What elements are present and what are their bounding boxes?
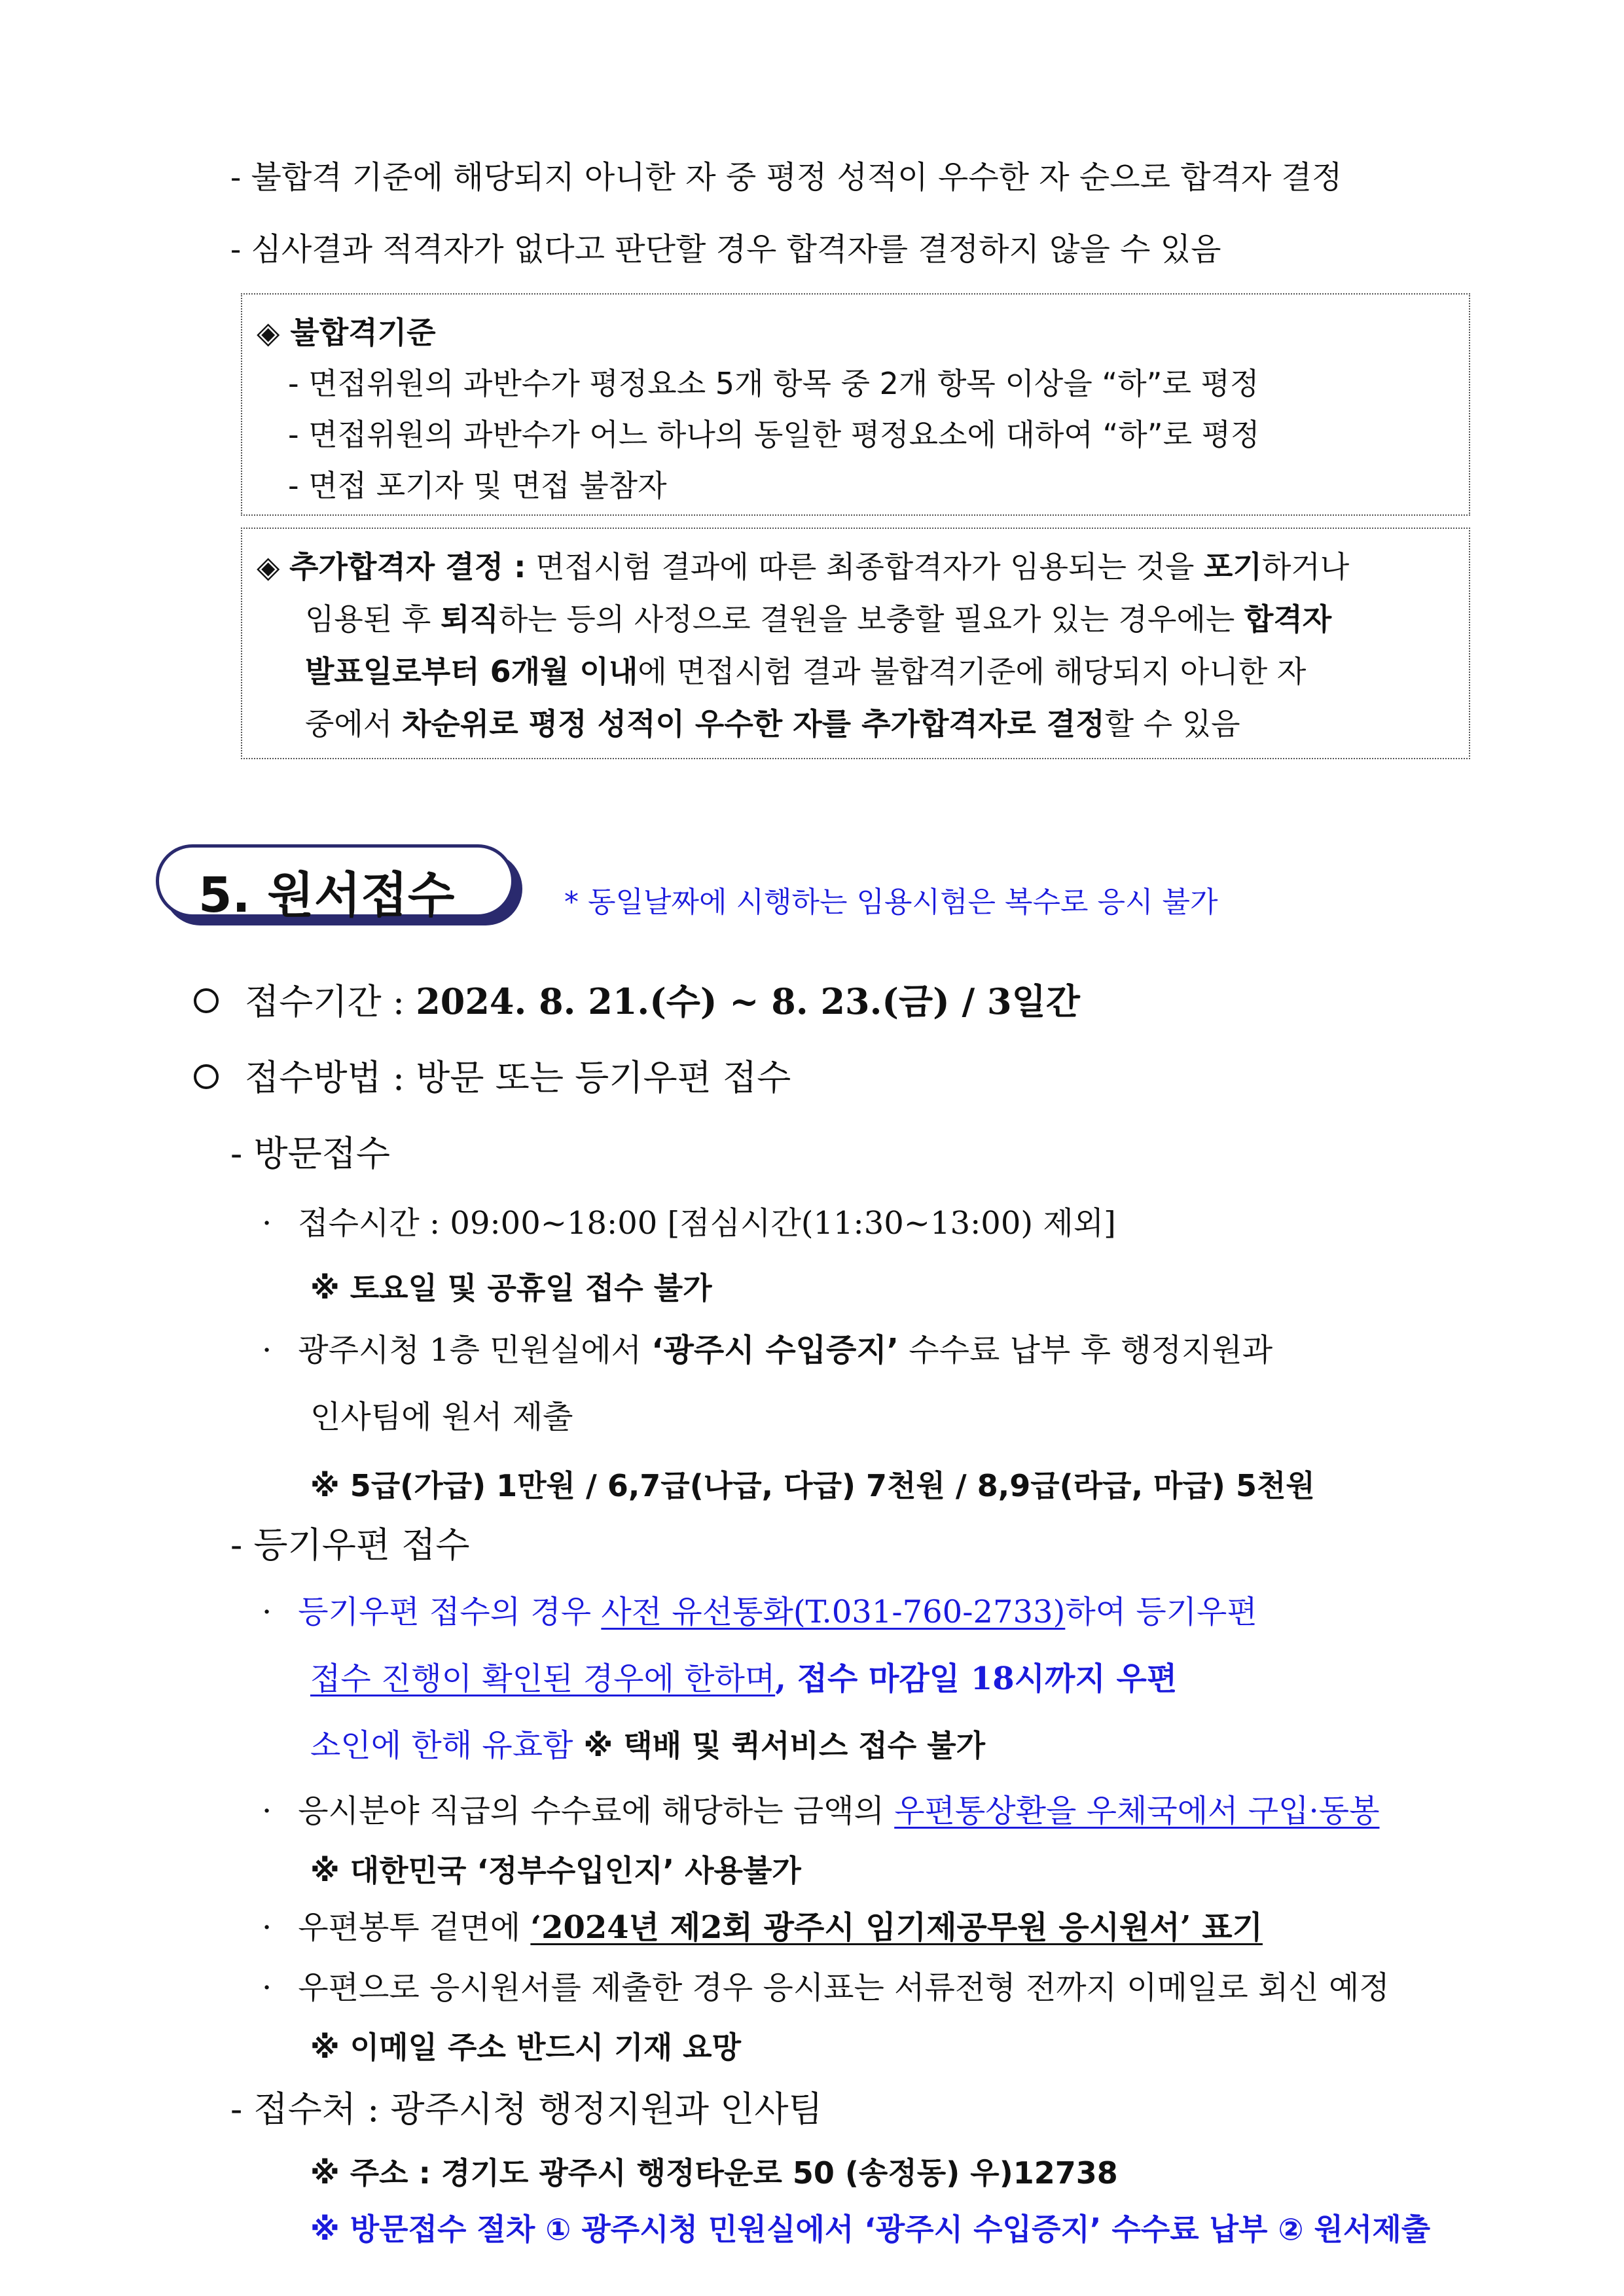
- visit-time-note: ※ 토요일 및 공휴일 접수 불가: [310, 1270, 712, 1306]
- diamond-icon: ◈: [257, 549, 280, 584]
- visit-payment-cont: 인사팀에 원서 제출: [310, 1399, 573, 1435]
- fail-criteria-box: [241, 293, 1470, 516]
- mail-fee-note: ※ 대한민국 ‘정부수입인지’ 사용불가: [310, 1853, 801, 1888]
- section-title: 5. 원서접수: [198, 867, 455, 924]
- mail-envelope: · 우편봉투 겉면에 ‘2024년 제2회 광주시 임기제공무원 응시원서’ 표기: [262, 1909, 1263, 1946]
- application-period: 접수기간 : 2024. 8. 21.(수) ~ 8. 23.(금) / 3일간: [194, 974, 1080, 1024]
- visit-payment: · 광주시청 1층 민원실에서 ‘광주시 수입증지’ 수수료 납부 후 행정지원과: [262, 1332, 1273, 1369]
- bullet-no-qualified: - 심사결과 적격자가 없다고 판단할 경우 합격자를 결정하지 않을 수 있음: [230, 231, 1221, 268]
- fail-criteria-item: - 면접위원의 과반수가 어느 하나의 동일한 평정요소에 대하여 “하”로 평정: [288, 417, 1260, 452]
- bullet-pass-decision: - 불합격 기준에 해당되지 아니한 자 중 평정 성적이 우수한 자 순으로 합격자 결정: [230, 159, 1343, 196]
- mail-line-2: 접수 진행이 확인된 경우에 한하며, 접수 마감일 18시까지 우편: [310, 1660, 1178, 1697]
- section-note: * 동일날짜에 시행하는 임용시험은 복수로 응시 불가: [564, 886, 1218, 919]
- visit-heading: - 방문접수: [230, 1133, 391, 1174]
- additional-pass-box: [241, 528, 1470, 759]
- mail-line-1: · 등기우편 접수의 경우 사전 유선통화(T.031-760-2733)하여 등기우편: [262, 1594, 1257, 1630]
- visit-fee-note: ※ 5급(가급) 1만원 / 6,7급(나급, 다급) 7천원 / 8,9급(라급, 마급) 5천원: [310, 1468, 1315, 1503]
- fail-criteria-title: ◈ 불합격기준: [257, 315, 436, 350]
- mail-line-3: 소인에 한해 유효함 ※ 택배 및 퀵서비스 접수 불가: [310, 1727, 986, 1764]
- mail-heading: - 등기우편 접수: [230, 1524, 470, 1566]
- mail-fee: · 응시분야 직급의 수수료에 해당하는 금액의 우편통상환을 우체국에서 구입·동봉: [262, 1793, 1380, 1829]
- additional-line-2: 임용된 후 퇴직하는 등의 사정으로 결원을 보충할 필요가 있는 경우에는 합격자: [305, 601, 1332, 637]
- additional-line-4: 중에서 차순위로 평정 성적이 우수한 자를 추가합격자로 결정할 수 있음: [305, 706, 1240, 742]
- application-method: 접수방법 : 방문 또는 등기우편 접수: [194, 1050, 791, 1100]
- fail-criteria-item: - 면접 포기자 및 면접 불참자: [288, 468, 667, 503]
- additional-line-3: 발표일로부터 6개월 이내에 면접시험 결과 불합격기준에 해당되지 아니한 자: [305, 654, 1307, 689]
- period-value: 2024. 8. 21.(수) ~ 8. 23.(금) / 3일간: [416, 980, 1080, 1022]
- mail-reply: · 우편으로 응시원서를 제출한 경우 응시표는 서류전형 전까지 이메일로 회신 예정: [262, 1969, 1390, 2006]
- fail-criteria-item: - 면접위원의 과반수가 평정요소 5개 항목 중 2개 항목 이상을 “하”로 평정: [288, 366, 1259, 401]
- visit-time: · 접수시간 : 09:00~18:00 [점심시간(11:30~13:00) 제외]: [262, 1205, 1116, 1242]
- circle-bullet-icon: [194, 988, 219, 1013]
- place-procedure: ※ 방문접수 절차 ① 광주시청 민원실에서 ‘광주시 수입증지’ 수수료 납부 ② 원서제출: [310, 2212, 1431, 2247]
- place-address: ※ 주소 : 경기도 광주시 행정타운로 50 (송정동) 우)12738: [310, 2155, 1118, 2191]
- additional-line-1: ◈ 추가합격자 결정 : 면접시험 결과에 따른 최종합격자가 임용되는 것을 포기하거나: [257, 549, 1350, 584]
- section-tab: [156, 844, 514, 924]
- circle-bullet-icon: [194, 1064, 219, 1089]
- place-heading: - 접수처 : 광주시청 행정지원과 인사팀: [230, 2089, 823, 2130]
- mail-reply-note: ※ 이메일 주소 반드시 기재 요망: [310, 2030, 742, 2065]
